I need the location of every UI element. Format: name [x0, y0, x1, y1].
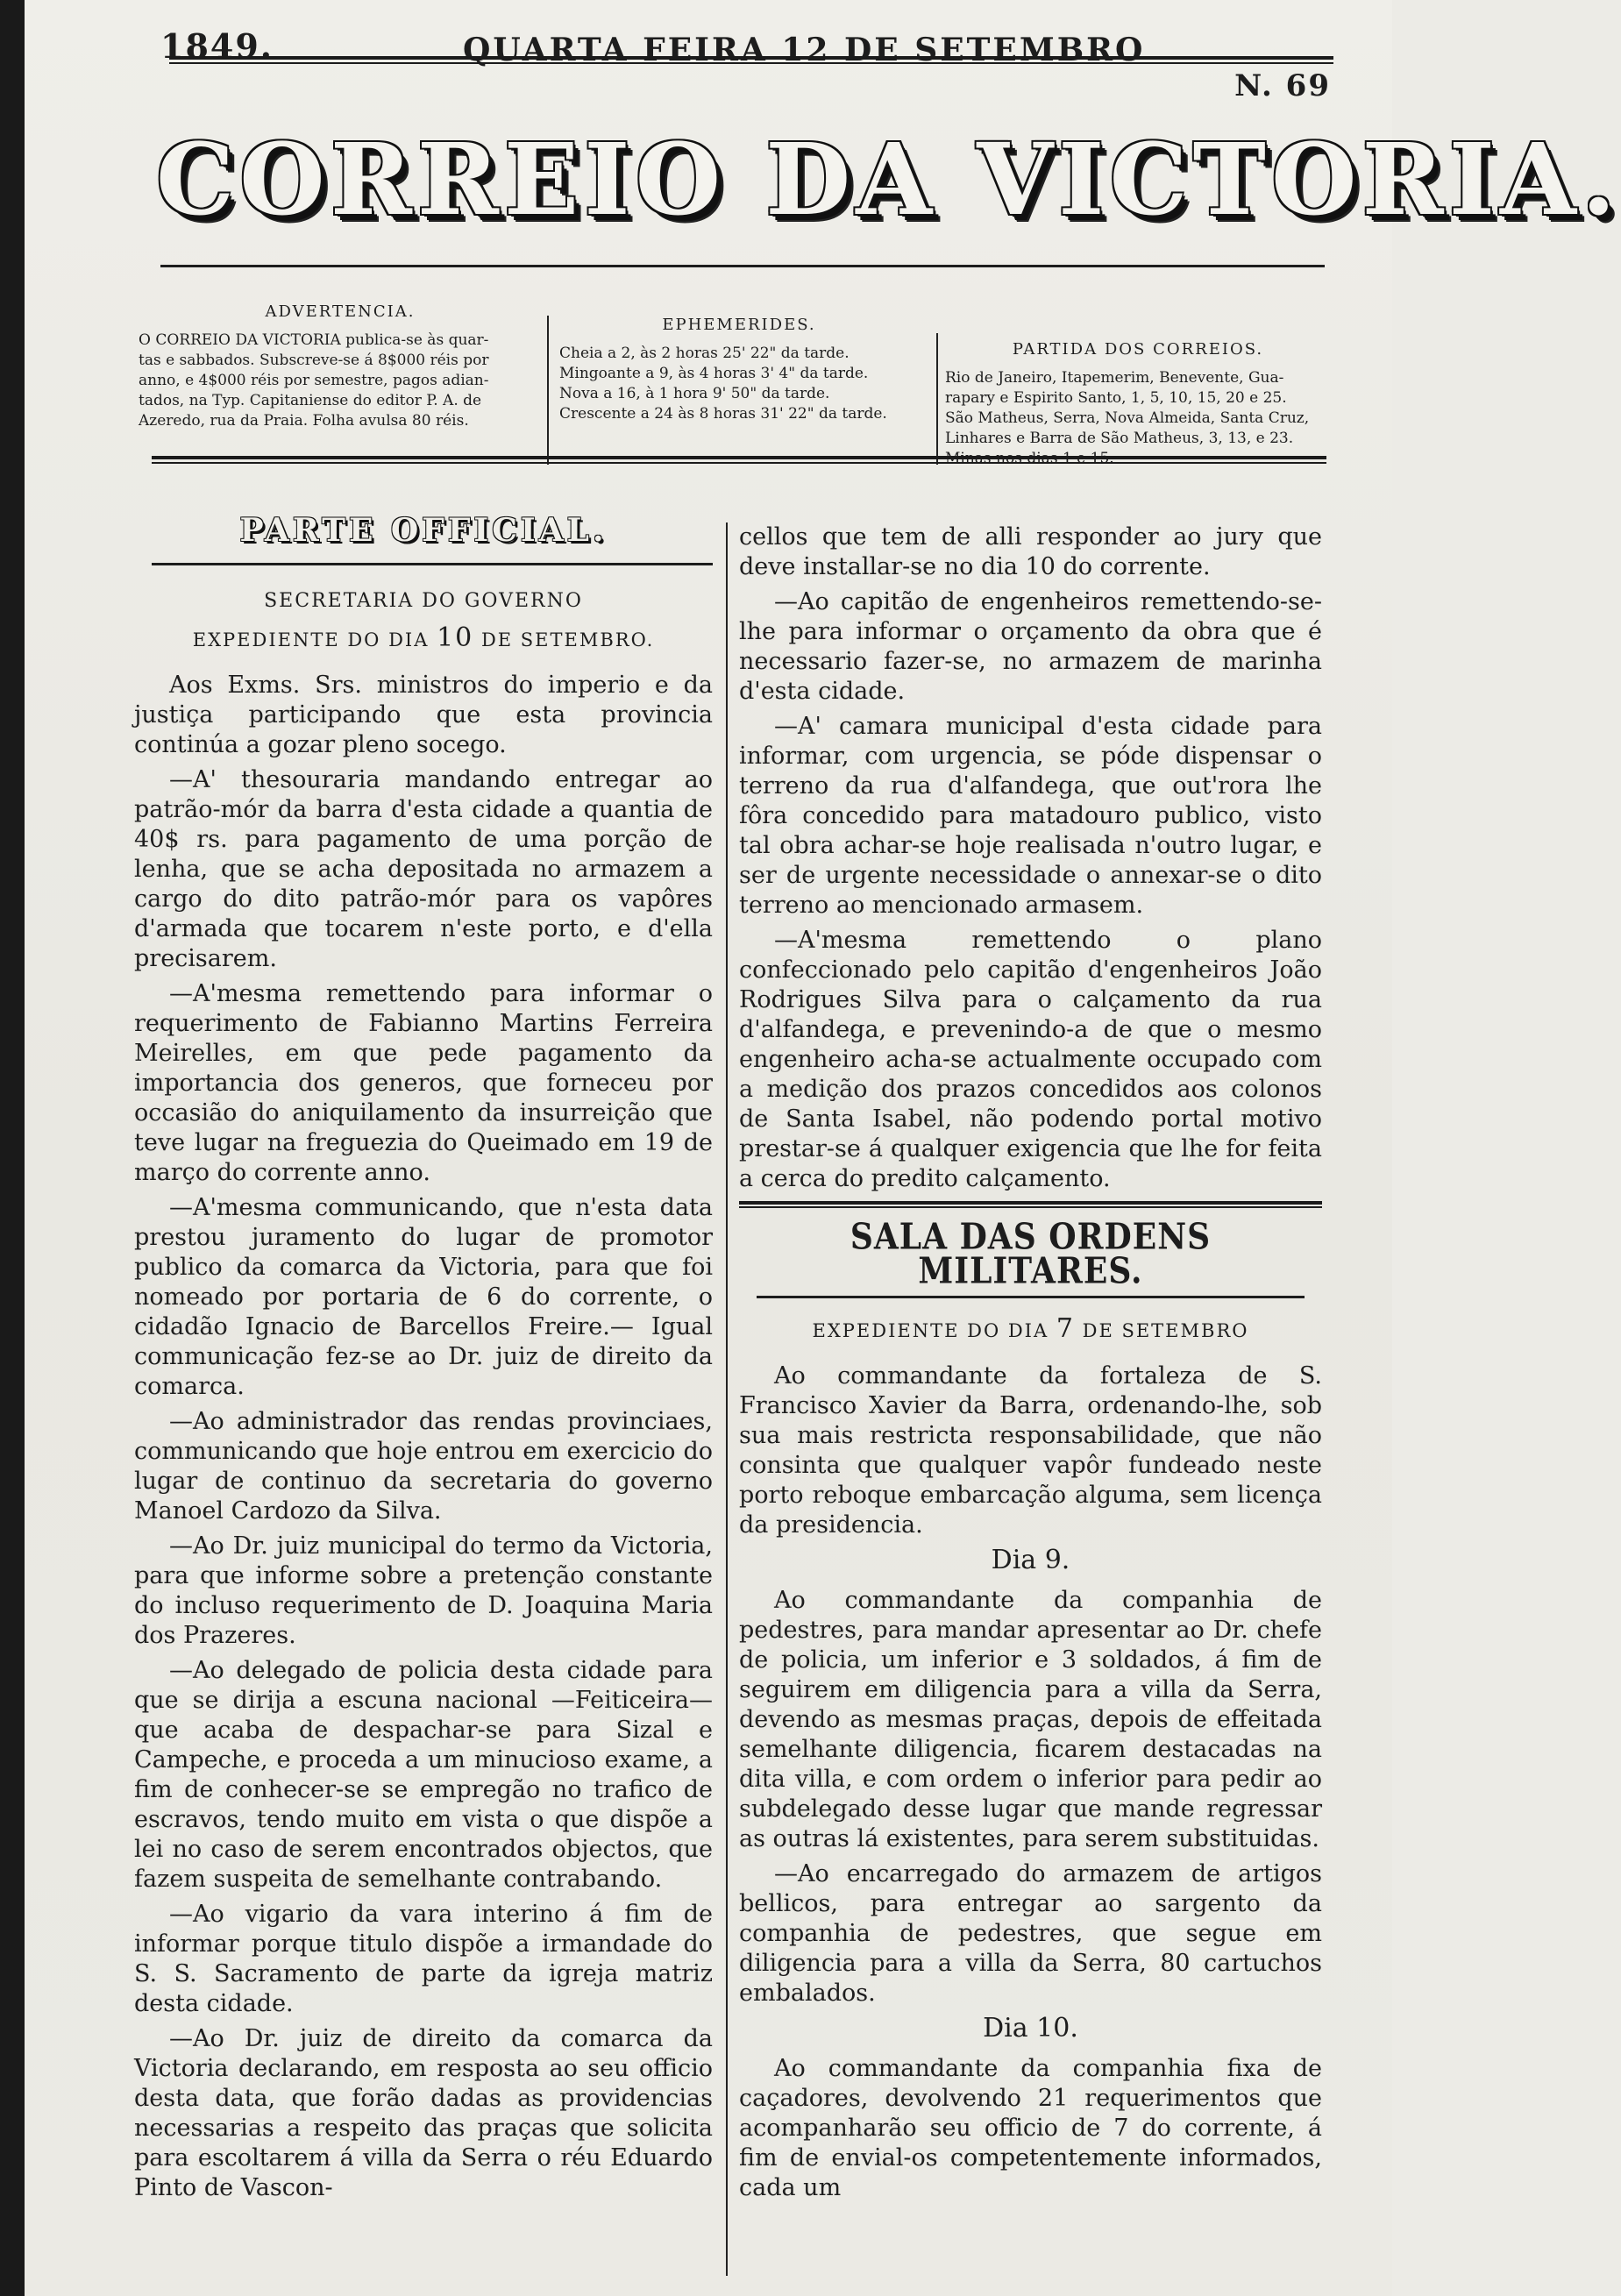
right-column [739, 522, 1322, 2208]
advertencia-block [139, 302, 542, 432]
left-column [134, 508, 713, 2208]
parte-official-title: PARTE OFFICIAL. [239, 512, 608, 549]
expediente-line [134, 623, 713, 655]
ephemerides-line: Mingoante a 9, às 4 horas 3' 4" da tarde. [559, 365, 869, 382]
dateline [130, 26, 1340, 103]
section-rule [757, 1296, 1305, 1298]
expediente-prefix: EXPEDIENTE DO DIA [192, 629, 430, 650]
article-paragraph: —Ao administrador das rendas provinciaes, communicando que hoje entrou em exercicio do lugar de continuo da secretaria do governo Manoel Cardozo da Silva. [134, 1408, 713, 1525]
issue-year: 1849. [160, 26, 274, 66]
top-rule [169, 56, 1333, 64]
issue-number: N. 69 [1234, 68, 1331, 103]
article-paragraph: —Ao encarregado do armazem de artigos bellicos, para entregar ao sargento da companhia de pedestres, que segue em diligencia para a villa da Serra, 80 cartuchos embalados. [739, 1860, 1322, 2007]
expediente-day: 10 [437, 622, 474, 653]
header-column-separator [936, 333, 938, 465]
day-heading: Dia 10. [983, 2013, 1078, 2044]
section-rule [152, 563, 713, 565]
article-paragraph: —Ao vigario da vara interino á fim de informar porque titulo dispõe a irmandade do S. S. Sacramento de parte da igreja matriz desta cidade. [134, 1901, 713, 2017]
ephemerides-block [559, 316, 919, 425]
partida-block [945, 340, 1331, 470]
column-separator [726, 522, 728, 2276]
article-paragraph: Ao commandante da companhia de pedestres, para mandar apresentar ao Dr. chefe de policia, um inferior e 3 soldados, á fim de seguirem em diligencia para a villa da Serra, devendo as mesmas praças, depois de effeitada semelhante diligencia, ficarem destacadas na dita villa, e com ordem o inferior para pedir ao subdelegado desse lugar que mande regressar as outras lá existentes, para serem substituidas. [739, 1587, 1322, 1852]
advertencia-line: tas e sabbados. Subscreve-se á 8$000 réis por [139, 352, 489, 369]
ephemerides-line: Cheia a 2, às 2 horas 25' 22" da tarde. [559, 345, 850, 362]
article-paragraph: —A'mesma remettendo o plano confeccionado pelo capitão d'engenheiros João Rodrigues Silva para o calçamento da rua d'alfandega, e prevenindo-a de que o mesmo engenheiro acha-se actualmente occupado com a medição dos prazos concedidos aos colonos de Santa Isabel, não podendo portal motivo prestar-se á qualquer exigencia que lhe for feita a cerca do predito calçamento. [739, 927, 1322, 1192]
advertencia-heading: ADVERTENCIA. [265, 302, 416, 321]
article-paragraph: —A'mesma remettendo para informar o requerimento de Fabianno Martins Ferreira Meirelles, em que pede pagamento da importancia dos generos, que forneceu por occasião do aniquilamento da insurreição que teve lugar na freguezia do Queimado em 19 de março do corrente anno. [134, 980, 713, 1186]
masthead-title: CORREIO DA VICTORIA. [156, 123, 1621, 238]
ephemerides-line: Nova a 16, à 1 hora 9' 50" da tarde. [559, 385, 830, 402]
article-paragraph: —Ao Dr. juiz de direito da comarca da Victoria declarando, em resposta ao seu officio desta data, que forão dadas as providencias necessarias a respeito das praças que solicita para escoltarem á villa da Serra o réu Eduardo Pinto de Vascon- [134, 2025, 713, 2201]
article-paragraph: —A'mesma communicando, que n'esta data prestou juramento do lugar de promotor publico da comarca da Victoria, para que foi nomeado por portaria de 6 do corrente, o cidadão Ignacio de Barcellos Freire.— Igual communicação fez-se ao Dr. juiz de direito da comarca. [134, 1194, 713, 1400]
article-paragraph: —A' thesouraria mandando entregar ao patrão-mór da barra d'esta cidade a quantia de 40$ rs. para pagamento de uma porção de lenha, que se acha depositada no armazem a cargo do dito patrão-mór para os vapôres d'armada que tocarem n'este porto, e d'ella precisarem. [134, 766, 713, 972]
partida-line: rapary e Espirito Santo, 1, 5, 10, 15, 20 e 25. [945, 389, 1287, 407]
article-paragraph: Ao commandante da fortaleza de S. Francisco Xavier da Barra, ordenando-lhe, sob sua mais restricta responsabilidade, que não consinta que qualquer vapôr fundeado neste porto reboque embarcação alguma, sem licença da presidencia. [739, 1362, 1322, 1539]
partida-line: São Matheus, Serra, Nova Almeida, Santa Cruz, [945, 409, 1310, 427]
partida-line: Rio de Janeiro, Itapemerim, Benevente, Gua- [945, 369, 1284, 387]
article-paragraph: —Ao Dr. juiz municipal do termo da Victoria, para que informe sobre a pretenção constante do incluso requerimento de D. Joaquina Maria dos Prazeres. [134, 1532, 713, 1649]
masthead-rule [160, 265, 1325, 267]
partida-line: Linhares e Barra de São Matheus, 3, 13, e 23. [945, 430, 1294, 447]
header-bottom-rule [152, 456, 1326, 464]
advertencia-line: Azeredo, rua da Praia. Folha avulsa 80 réis. [139, 412, 469, 430]
secretaria-subtitle: SECRETARIA DO GOVERNO [264, 590, 583, 612]
article-paragraph: —Ao delegado de policia desta cidade para que se dirija a escuna nacional —Feiticeira— que acaba de despachar-se para Sizal e Campeche, e proceda a um minucioso exame, a fim de conhecer-se se empregão no trafico de escravos, tendo muito em vista o que dispõe a lei no caso de serem encontrados objectos, que fazem suspeita de semelhante contrabando. [134, 1657, 713, 1893]
expediente-suffix: DE SETEMBRO. [480, 629, 655, 650]
expediente-suffix: DE SETEMBRO [1082, 1320, 1249, 1341]
expediente-day: 7 [1056, 1313, 1075, 1344]
section-rule [739, 1201, 1322, 1208]
advertencia-line: O CORREIO DA VICTORIA publica-se às quar- [139, 331, 489, 349]
day-heading: Dia 9. [991, 1545, 1070, 1575]
header-column-separator [547, 316, 549, 465]
expediente-prefix: EXPEDIENTE DO DIA [812, 1320, 1049, 1341]
expediente-line [739, 1314, 1322, 1346]
ephemerides-line: Crescente a 24 às 8 horas 31' 22" da tarde. [559, 405, 887, 423]
partida-line: Minas nos dias 1 e 15. [945, 450, 1114, 467]
partida-heading: PARTIDA DOS CORREIOS. [1012, 340, 1264, 359]
article-paragraph: —Ao capitão de engenheiros remettendo-se-lhe para informar o orçamento da obra que é necessario fazer-se, no armazem de marinha d'esta cidade. [739, 588, 1322, 705]
sala-ordens-title: SALA DAS ORDENS MILITARES. [850, 1215, 1212, 1292]
advertencia-line: tados, na Typ. Capitaniense do editor P. A. de [139, 392, 482, 409]
article-paragraph: Ao commandante da companhia fixa de caçadores, devolvendo 21 requerimentos que acompanharão seu officio de 7 do corrente, á fim de envial-os competentemente informados, cada um [739, 2055, 1322, 2201]
article-paragraph: cellos que tem de alli responder ao jury que deve installar-se no dia 10 do corrente. [739, 523, 1322, 580]
article-paragraph: Aos Exms. Srs. ministros do imperio e da justiça participando que esta provincia continúa a gozar pleno socego. [134, 672, 713, 758]
article-paragraph: —A' camara municipal d'esta cidade para informar, com urgencia, se póde dispensar o terreno da rua d'alfandega, que out'rora lhe fôra concedido para matadouro publico, visto tal obra achar-se hoje realisada n'outro lugar, e ser de urgente necessidade o annexar-se o dito terreno ao mencionado armasem. [739, 713, 1322, 919]
advertencia-line: anno, e 4$000 réis por semestre, pagos adian- [139, 372, 489, 389]
issue-date: QUARTA FEIRA 12 DE SETEMBRO [463, 32, 1146, 68]
ephemerides-heading: EPHEMERIDES. [662, 316, 816, 334]
